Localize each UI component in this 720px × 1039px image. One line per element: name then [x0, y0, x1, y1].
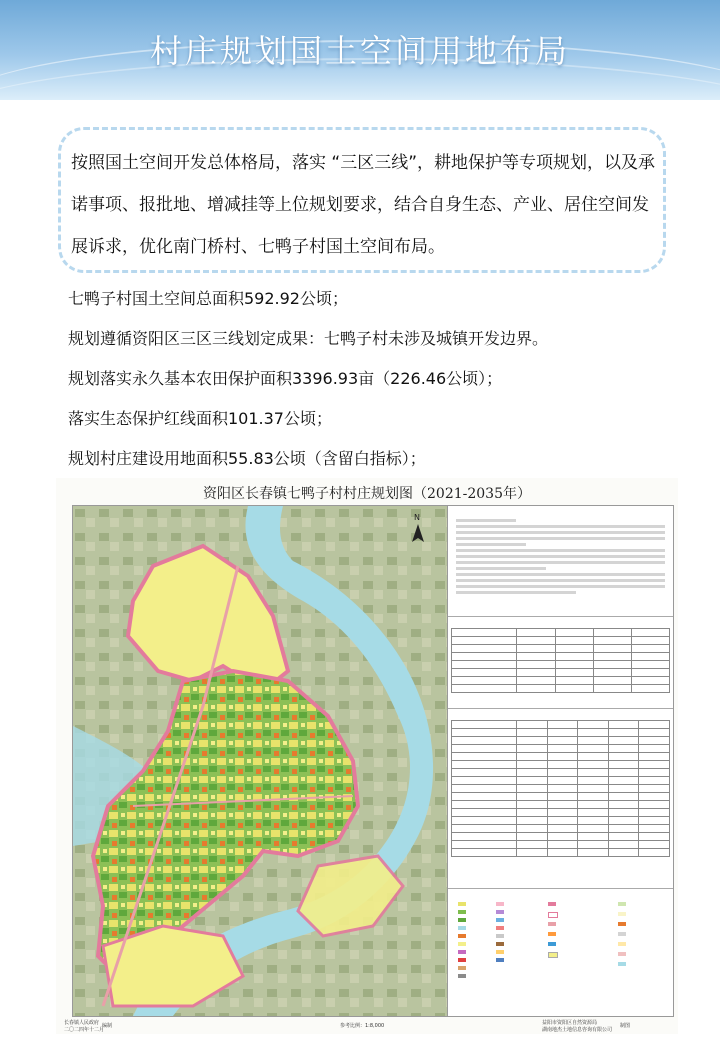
control-indicators-table	[448, 616, 673, 709]
fact-three-zones: 规划遵循资阳区三区三线划定成果：七鸭子村未涉及城镇开发边界。	[68, 329, 549, 348]
poster-footer-left-tag: 编制	[102, 1023, 113, 1029]
intro-text: 按照国土空间开发总体格局，落实 “三区三线”，耕地保护等专项规划，以及承诺事项、报批地、增减挂等上位规划要求，结合自身生态、产业、居住空间发展诉求，优化南门桥村、七鸭子村国土空间布局。	[71, 153, 656, 257]
svg-text:N: N	[414, 513, 420, 522]
map-side-panel	[447, 505, 674, 1017]
facts-list	[68, 285, 668, 485]
page-title: 村庄规划国土空间用地布局	[149, 32, 570, 70]
poster-footer-right-tag: 制图	[620, 1023, 631, 1029]
poster-title: 资阳区长春镇七鸭子村村庄规划图（2021-2035年）	[203, 486, 531, 502]
intro-box	[58, 127, 666, 273]
poster-footer-left: 长春镇人民政府 二〇二四年十二月	[64, 1020, 105, 1033]
fact-eco-redline: 落实生态保护红线面积101.37公顷；	[68, 409, 332, 428]
fact-total-area: 七鸭子村国土空间总面积592.92公顷；	[68, 289, 348, 308]
planning-notes-section	[448, 506, 673, 617]
land-use-structure-table	[448, 708, 673, 889]
map-legend	[448, 888, 673, 1016]
poster-footer-scale: 参考比例：1:8,000	[340, 1023, 385, 1029]
header-banner	[0, 0, 720, 100]
land-use-map-graphic	[73, 506, 448, 1016]
fact-construction-land: 规划村庄建设用地面积55.83公顷（含留白指标）；	[68, 449, 426, 468]
fact-farmland: 规划落实永久基本农田保护面积3396.93亩（226.46公顷）；	[68, 369, 503, 388]
land-use-map	[72, 505, 449, 1017]
poster-footer-right: 益阳市资阳区自然资源局 湖南地杰土地信息咨询有限公司	[542, 1020, 613, 1033]
